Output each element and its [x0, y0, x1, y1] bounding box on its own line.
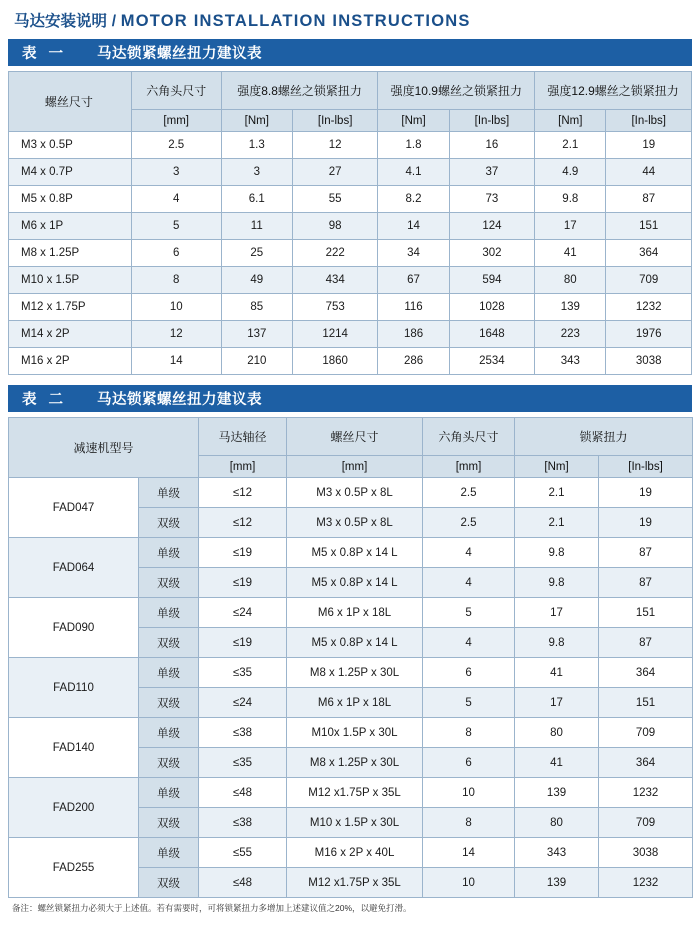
- cell-shaft: ≤48: [199, 778, 287, 808]
- cell-value: 4: [131, 186, 221, 213]
- cell-screw-size: M12 x 1.75P: [9, 294, 132, 321]
- cell-stage: 单级: [139, 838, 199, 868]
- unit-129-nm: [Nm]: [535, 110, 606, 132]
- cell-stage: 单级: [139, 478, 199, 508]
- cell-shaft: ≤35: [199, 658, 287, 688]
- cell-inlbs: 151: [599, 598, 693, 628]
- cell-value: 34: [378, 240, 449, 267]
- cell-screw: M5 x 0.8P x 14 L: [287, 568, 423, 598]
- table-row: [9, 159, 692, 186]
- cell-screw-size: M3 x 0.5P: [9, 132, 132, 159]
- unit-hex-mm: [mm]: [131, 110, 221, 132]
- cell-value: 1860: [292, 348, 378, 375]
- cell-value: 12: [131, 321, 221, 348]
- section-2-header: [8, 385, 692, 412]
- table-row: [9, 838, 693, 868]
- table-row: [9, 538, 693, 568]
- cell-hex: 4: [423, 568, 515, 598]
- cell-stage: 单级: [139, 658, 199, 688]
- cell-stage: 双级: [139, 868, 199, 898]
- table-row: [9, 294, 692, 321]
- cell-hex: 10: [423, 778, 515, 808]
- cell-value: 41: [535, 240, 606, 267]
- cell-screw-size: M16 x 2P: [9, 348, 132, 375]
- torque-table-gearboxes: [8, 417, 693, 898]
- col-header-tightening-torque: 锁紧扭力: [515, 418, 693, 456]
- page-title-en: MOTOR INSTALLATION INSTRUCTIONS: [120, 12, 471, 30]
- cell-value: 4.1: [378, 159, 449, 186]
- cell-shaft: ≤35: [199, 748, 287, 778]
- cell-value: 594: [449, 267, 535, 294]
- cell-value: 9.8: [535, 186, 606, 213]
- cell-hex: 4: [423, 538, 515, 568]
- cell-stage: 单级: [139, 778, 199, 808]
- cell-value: 302: [449, 240, 535, 267]
- table-row: [9, 240, 692, 267]
- cell-stage: 单级: [139, 718, 199, 748]
- cell-screw-size: M10 x 1.5P: [9, 267, 132, 294]
- cell-value: 98: [292, 213, 378, 240]
- col-header-screw-size-2: 螺丝尺寸: [287, 418, 423, 456]
- col-header-gearbox-model: 减速机型号: [9, 418, 199, 478]
- cell-nm: 41: [515, 748, 599, 778]
- cell-stage: 双级: [139, 568, 199, 598]
- cell-inlbs: 364: [599, 658, 693, 688]
- cell-shaft: ≤55: [199, 838, 287, 868]
- cell-screw: M12 x1.75P x 35L: [287, 868, 423, 898]
- cell-hex: 5: [423, 688, 515, 718]
- cell-inlbs: 87: [599, 628, 693, 658]
- cell-screw-size: M5 x 0.8P: [9, 186, 132, 213]
- cell-value: 2.1: [535, 132, 606, 159]
- cell-value: 27: [292, 159, 378, 186]
- cell-stage: 双级: [139, 748, 199, 778]
- cell-value: 8.2: [378, 186, 449, 213]
- cell-hex: 14: [423, 838, 515, 868]
- page-title-separator: /: [111, 13, 117, 30]
- cell-inlbs: 1232: [599, 778, 693, 808]
- table-row: [9, 213, 692, 240]
- cell-shaft: ≤38: [199, 808, 287, 838]
- cell-stage: 双级: [139, 688, 199, 718]
- cell-gearbox-model: FAD090: [9, 598, 139, 658]
- col-header-screw-size: 螺丝尺寸: [9, 72, 132, 132]
- cell-hex: 2.5: [423, 508, 515, 538]
- cell-nm: 2.1: [515, 508, 599, 538]
- cell-value: 124: [449, 213, 535, 240]
- cell-value: 364: [606, 240, 692, 267]
- cell-value: 80: [535, 267, 606, 294]
- col-header-grade-109: 强度10.9螺丝之锁紧扭力: [378, 72, 535, 110]
- table-row: [9, 321, 692, 348]
- cell-hex: 10: [423, 868, 515, 898]
- cell-screw: M3 x 0.5P x 8L: [287, 508, 423, 538]
- cell-value: 4.9: [535, 159, 606, 186]
- col-header-motor-shaft-dia: 马达轴径: [199, 418, 287, 456]
- table-row: [9, 267, 692, 294]
- cell-screw: M6 x 1P x 18L: [287, 598, 423, 628]
- unit-hex-mm-2: [mm]: [423, 456, 515, 478]
- cell-value: 14: [131, 348, 221, 375]
- torque-table-gearboxes-body: [9, 478, 693, 898]
- cell-value: 55: [292, 186, 378, 213]
- cell-value: 753: [292, 294, 378, 321]
- cell-value: 2534: [449, 348, 535, 375]
- torque-table-screws: [8, 71, 692, 375]
- cell-inlbs: 87: [599, 568, 693, 598]
- unit-screw-mm: [mm]: [287, 456, 423, 478]
- cell-gearbox-model: FAD110: [9, 658, 139, 718]
- cell-screw-size: M14 x 2P: [9, 321, 132, 348]
- cell-nm: 139: [515, 778, 599, 808]
- cell-hex: 2.5: [423, 478, 515, 508]
- unit-129-inlbs: [In-lbs]: [606, 110, 692, 132]
- cell-inlbs: 3038: [599, 838, 693, 868]
- page-title: [8, 0, 692, 39]
- cell-stage: 单级: [139, 598, 199, 628]
- cell-value: 8: [131, 267, 221, 294]
- cell-value: 286: [378, 348, 449, 375]
- cell-hex: 6: [423, 748, 515, 778]
- cell-value: 87: [606, 186, 692, 213]
- cell-stage: 单级: [139, 538, 199, 568]
- cell-value: 1976: [606, 321, 692, 348]
- section-2-tag: 表 二: [22, 392, 68, 408]
- cell-nm: 9.8: [515, 568, 599, 598]
- cell-value: 73: [449, 186, 535, 213]
- unit-109-inlbs: [In-lbs]: [449, 110, 535, 132]
- cell-nm: 2.1: [515, 478, 599, 508]
- unit-88-nm: [Nm]: [221, 110, 292, 132]
- cell-value: 10: [131, 294, 221, 321]
- unit-shaft-mm: [mm]: [199, 456, 287, 478]
- cell-shaft: ≤48: [199, 868, 287, 898]
- col-header-grade-129: 强度12.9螺丝之锁紧扭力: [535, 72, 692, 110]
- cell-screw: M5 x 0.8P x 14 L: [287, 628, 423, 658]
- cell-value: 1.8: [378, 132, 449, 159]
- cell-value: 2.5: [131, 132, 221, 159]
- cell-inlbs: 151: [599, 688, 693, 718]
- cell-value: 210: [221, 348, 292, 375]
- cell-value: 186: [378, 321, 449, 348]
- cell-value: 49: [221, 267, 292, 294]
- cell-value: 1232: [606, 294, 692, 321]
- torque-table-screws-body: [9, 132, 692, 375]
- unit-109-nm: [Nm]: [378, 110, 449, 132]
- cell-gearbox-model: FAD064: [9, 538, 139, 598]
- footnote: 备注：螺丝锁紧扭力必须大于上述值。若有需要时，可将锁紧扭力多增加上述建议值之20%，以避免打滑。: [12, 903, 412, 913]
- cell-value: 3: [131, 159, 221, 186]
- cell-shaft: ≤19: [199, 568, 287, 598]
- cell-screw: M8 x 1.25P x 30L: [287, 748, 423, 778]
- cell-nm: 9.8: [515, 628, 599, 658]
- section-1-tag: 表 一: [22, 46, 68, 62]
- col-header-grade-88: 强度8.8螺丝之锁紧扭力: [221, 72, 378, 110]
- cell-shaft: ≤19: [199, 628, 287, 658]
- table-row: [9, 598, 693, 628]
- cell-value: 5: [131, 213, 221, 240]
- cell-nm: 80: [515, 808, 599, 838]
- cell-value: 137: [221, 321, 292, 348]
- cell-hex: 4: [423, 628, 515, 658]
- cell-value: 1.3: [221, 132, 292, 159]
- cell-shaft: ≤12: [199, 508, 287, 538]
- table-row: [9, 658, 693, 688]
- cell-value: 12: [292, 132, 378, 159]
- cell-screw: M16 x 2P x 40L: [287, 838, 423, 868]
- cell-shaft: ≤19: [199, 538, 287, 568]
- cell-hex: 8: [423, 808, 515, 838]
- cell-hex: 8: [423, 718, 515, 748]
- unit-torque-nm: [Nm]: [515, 456, 599, 478]
- cell-screw: M10x 1.5P x 30L: [287, 718, 423, 748]
- cell-shaft: ≤24: [199, 598, 287, 628]
- cell-nm: 9.8: [515, 538, 599, 568]
- col-header-hex-size-2: 六角头尺寸: [423, 418, 515, 456]
- table-row: [9, 778, 693, 808]
- unit-88-inlbs: [In-lbs]: [292, 110, 378, 132]
- cell-value: 11: [221, 213, 292, 240]
- cell-value: 223: [535, 321, 606, 348]
- cell-nm: 139: [515, 868, 599, 898]
- cell-value: 17: [535, 213, 606, 240]
- cell-value: 1648: [449, 321, 535, 348]
- cell-hex: 5: [423, 598, 515, 628]
- cell-inlbs: 1232: [599, 868, 693, 898]
- cell-value: 139: [535, 294, 606, 321]
- cell-value: 709: [606, 267, 692, 294]
- cell-shaft: ≤24: [199, 688, 287, 718]
- cell-value: 37: [449, 159, 535, 186]
- cell-stage: 双级: [139, 508, 199, 538]
- table-row: [9, 348, 692, 375]
- cell-value: 3038: [606, 348, 692, 375]
- cell-hex: 6: [423, 658, 515, 688]
- cell-gearbox-model: FAD200: [9, 778, 139, 838]
- cell-gearbox-model: FAD255: [9, 838, 139, 898]
- cell-value: 151: [606, 213, 692, 240]
- cell-value: 6: [131, 240, 221, 267]
- cell-gearbox-model: FAD140: [9, 718, 139, 778]
- cell-value: 6.1: [221, 186, 292, 213]
- section-1-header: [8, 39, 692, 66]
- cell-nm: 17: [515, 598, 599, 628]
- cell-inlbs: 709: [599, 718, 693, 748]
- table-row: [9, 132, 692, 159]
- cell-screw: M6 x 1P x 18L: [287, 688, 423, 718]
- cell-value: 16: [449, 132, 535, 159]
- section-2-title: 马达锁紧螺丝扭力建议表: [97, 392, 263, 408]
- cell-value: 25: [221, 240, 292, 267]
- table-row: [9, 478, 693, 508]
- page-title-cn: 马达安装说明: [14, 13, 108, 30]
- cell-nm: 80: [515, 718, 599, 748]
- cell-value: 85: [221, 294, 292, 321]
- table-row: [9, 186, 692, 213]
- cell-shaft: ≤38: [199, 718, 287, 748]
- cell-screw: M10 x 1.5P x 30L: [287, 808, 423, 838]
- cell-nm: 343: [515, 838, 599, 868]
- cell-nm: 17: [515, 688, 599, 718]
- unit-torque-inlbs: [In-lbs]: [599, 456, 693, 478]
- cell-value: 222: [292, 240, 378, 267]
- cell-stage: 双级: [139, 628, 199, 658]
- cell-value: 1028: [449, 294, 535, 321]
- cell-value: 1214: [292, 321, 378, 348]
- cell-gearbox-model: FAD047: [9, 478, 139, 538]
- cell-screw-size: M4 x 0.7P: [9, 159, 132, 186]
- col-header-hex-size: 六角头尺寸: [131, 72, 221, 110]
- cell-nm: 41: [515, 658, 599, 688]
- cell-value: 44: [606, 159, 692, 186]
- cell-value: 434: [292, 267, 378, 294]
- table-row: [9, 718, 693, 748]
- cell-inlbs: 87: [599, 538, 693, 568]
- cell-value: 19: [606, 132, 692, 159]
- cell-value: 116: [378, 294, 449, 321]
- section-1-title: 马达锁紧螺丝扭力建议表: [97, 46, 263, 62]
- cell-value: 67: [378, 267, 449, 294]
- cell-screw: M3 x 0.5P x 8L: [287, 478, 423, 508]
- cell-screw-size: M6 x 1P: [9, 213, 132, 240]
- cell-inlbs: 19: [599, 478, 693, 508]
- cell-value: 14: [378, 213, 449, 240]
- cell-stage: 双级: [139, 808, 199, 838]
- cell-shaft: ≤12: [199, 478, 287, 508]
- cell-screw-size: M8 x 1.25P: [9, 240, 132, 267]
- cell-value: 343: [535, 348, 606, 375]
- cell-screw: M8 x 1.25P x 30L: [287, 658, 423, 688]
- cell-inlbs: 364: [599, 748, 693, 778]
- cell-screw: M5 x 0.8P x 14 L: [287, 538, 423, 568]
- cell-inlbs: 709: [599, 808, 693, 838]
- cell-screw: M12 x1.75P x 35L: [287, 778, 423, 808]
- cell-value: 3: [221, 159, 292, 186]
- cell-inlbs: 19: [599, 508, 693, 538]
